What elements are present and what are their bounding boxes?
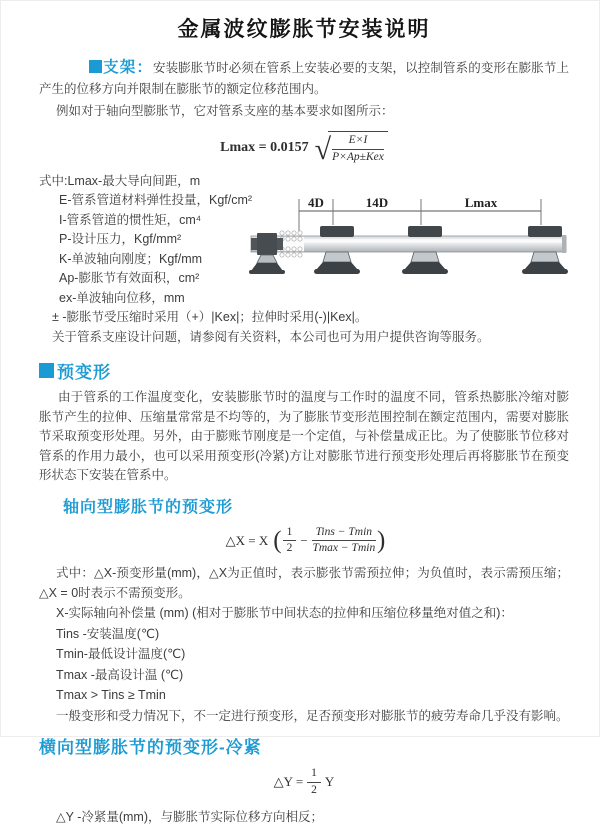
- half-numerator: 1: [283, 526, 297, 542]
- page-title: 金属波纹膨胀节安装说明: [177, 18, 431, 41]
- predeform-heading: [39, 358, 569, 383]
- definition-item: Ap-膨胀节有效面积，cm²: [59, 271, 200, 286]
- axial-line: Tmax -最高设计温 (℃): [56, 667, 184, 682]
- section-square-icon: [39, 363, 54, 378]
- half-denominator: 2: [286, 542, 293, 555]
- pipe-end-cap: [562, 235, 566, 253]
- fraction-numerator: E×I: [332, 134, 384, 150]
- support-paragraph: [39, 57, 569, 100]
- definition-item: P-设计压力，Kgf/mm²: [59, 232, 182, 247]
- dim-label-14d: 14D: [365, 195, 389, 210]
- radical: [315, 131, 388, 165]
- cold-tight-note: △Y -冷紧量(mm)，与膨胀节实际位移方向相反；: [56, 809, 324, 824]
- formula-delta-y: [39, 767, 569, 798]
- dim-label-lmax: Lmax: [464, 195, 498, 210]
- half-numerator: 1: [307, 767, 321, 783]
- axial-heading: 轴向型膨胀节的预变形: [63, 498, 234, 516]
- axial-line: 一般变形和受力情况下，不一定进行预变形，足否预变形对膨胀节的疲劳寿命几乎没有影响。: [56, 708, 569, 723]
- consult-note: 关于管系支座设计问题，请参阅有关资料，本公司也可为用户提供咨询等服务。: [52, 329, 490, 344]
- formula-lmax: [39, 131, 569, 165]
- predeform-heading-text: 预变形: [57, 363, 111, 383]
- radical-body: [328, 131, 388, 165]
- support-paragraph-text: 安装膨胀节时必须在管系上安装必要的支架，以控制管系的变形在膨胀节上产生的位移方向并限制在膨胀节的额定位移范围内。: [39, 61, 569, 96]
- formula-lmax-lhs: Lmax = 0.0157: [220, 140, 309, 156]
- formula-dy-rhs: Y: [324, 774, 335, 790]
- formula-dx-lhs: △X = X: [225, 532, 269, 548]
- axial-line: Tmax > Tins ≥ Tmin: [56, 688, 166, 703]
- radical-glyph: √: [314, 132, 332, 166]
- definition-item: ex-单波轴向位移，mm: [59, 290, 185, 305]
- formula-dy-lhs: △Y =: [273, 774, 304, 790]
- definition-item: K-单波轴向刚度；Kgf/mm: [59, 251, 203, 266]
- axial-definition-line: 式中：△X-预变形量(mm)，△X为正值时，表示膨张节需预拉伸；为负值时，表示需预压缩；△X = 0时表示不需预变形。: [39, 566, 569, 601]
- close-paren: ): [377, 527, 386, 555]
- fraction-half: [283, 526, 297, 557]
- plus-minus-note: ± -膨胀节受压缩时采用（+）|Kex|；拉伸时采用(-)|Kex|。: [52, 310, 368, 325]
- definition-item: E-管系管道材料弹性投量，Kgf/cm²: [59, 193, 253, 208]
- example-line: 例如对于轴向型膨胀节，它对管系支座的基本要求如图所示：: [56, 104, 394, 118]
- dim-label-4d: 4D: [308, 195, 324, 210]
- temps-numerator: Tins − Tmin: [312, 526, 376, 542]
- half-denominator: 2: [311, 783, 317, 796]
- predeform-paragraph: 由于管系的工作温度变化，安装膨胀节时的温度与工作时的温度不同，管系热膨胀冷缩对膨胀节产生的拉伸、压缩量常常是不均等的，为了膨胀节变形范围控制在额定范围内，需要对膨胀节采取预变形处理。另外，由于膨账节刚度是一个定值，与补偿量成正比。为了使膨胀节位移对管系的作用力最小，也可以采用预变形(冷紧)方让对膨胀节进行预变形处理后再将膨胀节在预变形状态下安装在管系中。: [39, 390, 569, 483]
- pipe-support-diagram: [247, 193, 591, 297]
- section-square-icon: [89, 60, 102, 73]
- definition-item: 式中:Lmax-最大导向间距，m: [39, 173, 201, 188]
- temps-denominator: Tmax − Tmin: [312, 542, 376, 555]
- page-content: [1, 1, 599, 827]
- fraction-half-y: [307, 767, 321, 798]
- formula-delta-x: [39, 526, 569, 557]
- definition-item: I-管系管道的惯性矩，cm⁴: [59, 212, 202, 227]
- minus-sign: −: [300, 532, 308, 548]
- open-paren: (: [273, 527, 282, 555]
- axial-line: X-实际轴向补偿量 (mm) (相对于膨胀节中间状态的拉伸和压缩位移量绝对值之和)：: [56, 606, 513, 621]
- lateral-heading: 横向型膨胀节的预变形-冷紧: [39, 738, 262, 758]
- fraction-denominator: P×Ap±Kex: [332, 150, 384, 163]
- fraction-temps: [312, 526, 376, 557]
- fraction: [332, 134, 384, 165]
- axial-line: Tins -安装温度(℃): [56, 626, 160, 641]
- support-heading: 支架：: [103, 59, 153, 76]
- axial-line: Tmin-最低设计温度(℃): [56, 647, 186, 662]
- anchor-support: [249, 233, 285, 274]
